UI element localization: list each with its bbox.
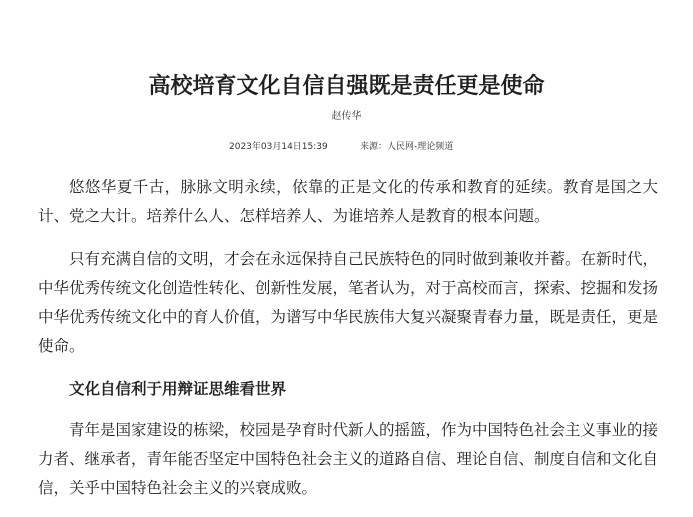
body-paragraph-2: 只有充满自信的文明，才会在永远保持自己民族特色的同时做到兼收并蓄。在新时代，中华优秀传统文化创造性转化、创新性发展，笔者认为，对于高校而言，探索、挖掘和发扬中华优秀传统文化中的育人价值，为谱写中华民族伟大复兴凝聚青春力量，既是责任，更是使命。 [38,250,659,355]
article-body [38,173,658,517]
article-author[interactable]: 赵传华 [331,111,362,122]
publish-datetime: 2023年03月14日15:39 [229,142,328,152]
article-source[interactable]: 来源：人民网-理论频道 [360,142,454,152]
article-meta [0,140,693,154]
section-heading: 文化自信利于用辩证思维看世界 [69,380,287,398]
body-paragraph-3: 青年是国家建设的栋梁，校园是孕育时代新人的摇篮，作为中国特色社会主义事业的接力者、继承者，青年能否坚定中国特色社会主义的道路自信、理论自信、制度自信和文化自信，关乎中国特色社会主义的兴衰成败。 [38,421,659,497]
article-title: 高校培育文化自信自强既是责任更是使命 [148,73,545,99]
body-paragraph-1: 悠悠华夏千古，脉脉文明永续，依靠的正是文化的传承和教育的延续。教育是国之大计、党之大计。培养什么人、怎样培养人、为谁培养人是教育的根本问题。 [38,178,658,225]
